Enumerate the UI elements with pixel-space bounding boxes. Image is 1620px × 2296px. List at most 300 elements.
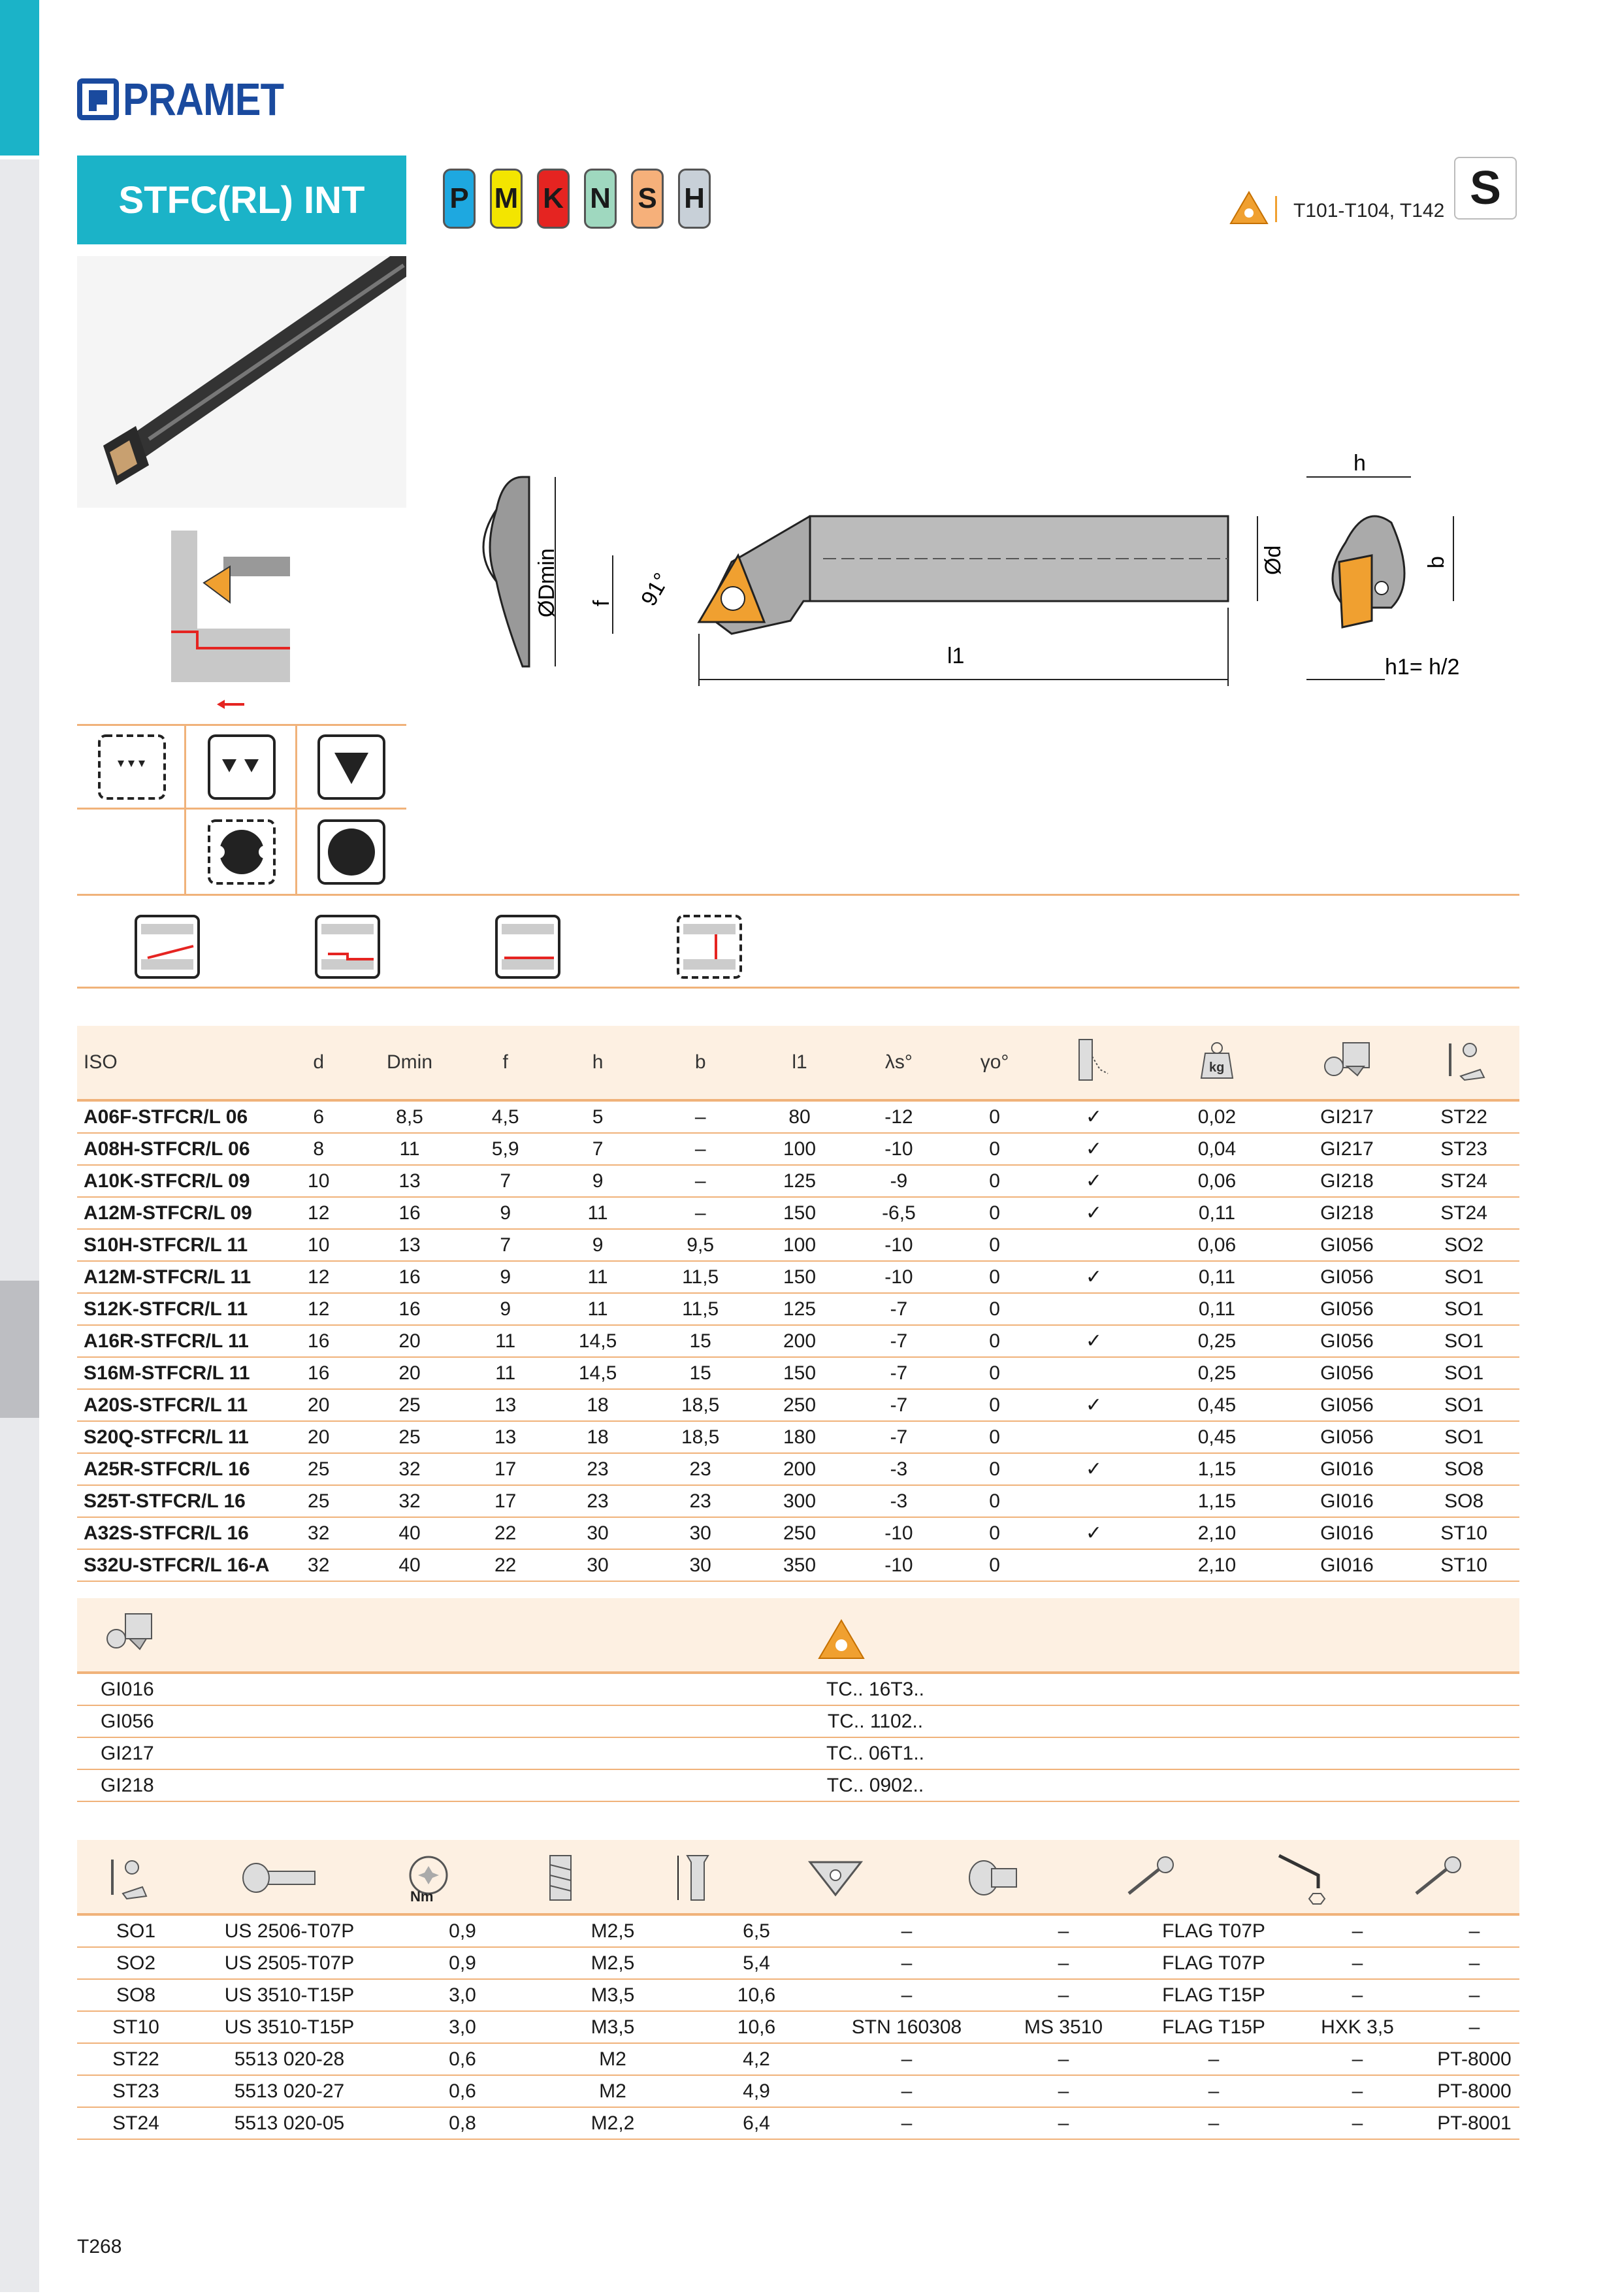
table-cell: 0	[950, 1517, 1039, 1549]
table-cell: GI218	[1286, 1165, 1409, 1197]
torx-key-icon	[1122, 1854, 1185, 1900]
insert-row	[77, 1769, 1519, 1801]
spare-cell: M2	[541, 2075, 685, 2107]
insert-designation: TC.. 06T1..	[231, 1737, 1519, 1769]
table-cell: -7	[847, 1389, 950, 1421]
table-cell: -3	[847, 1453, 950, 1485]
table-cell: SO8	[1408, 1485, 1519, 1517]
table-cell: 25	[282, 1453, 355, 1485]
table-cell: ST10	[1408, 1549, 1519, 1581]
insert-designation: TC.. 16T3..	[231, 1674, 1519, 1705]
table-cell: -7	[847, 1421, 950, 1453]
spare-cell: 3,0	[384, 1979, 541, 2011]
table-cell: 0	[950, 1197, 1039, 1229]
table-cell: 0,25	[1148, 1325, 1285, 1357]
table-cell: 0	[950, 1357, 1039, 1389]
table-row	[77, 1165, 1519, 1197]
spare-cell: US 3510-T15P	[195, 2011, 384, 2043]
table-row	[77, 1485, 1519, 1517]
table-cell: 32	[355, 1453, 464, 1485]
l1-label: l1	[947, 644, 965, 668]
spare-cell: ST22	[77, 2043, 195, 2075]
insert-row	[77, 1705, 1519, 1737]
col-header-h: h	[547, 1026, 649, 1100]
table-cell: 18,5	[649, 1389, 752, 1421]
section-tab	[0, 1687, 39, 1826]
medium-cut-icon	[208, 734, 276, 800]
table-cell: GI217	[1286, 1133, 1409, 1165]
spare-cell: PT-8000	[1429, 2043, 1519, 2075]
spare-cell: 5513 020-05	[195, 2107, 384, 2139]
iso-code-cell: S12K-STFCR/L 11	[77, 1293, 282, 1325]
spare-cell: M3,5	[541, 2011, 685, 2043]
table-cell: 0,45	[1148, 1421, 1285, 1453]
table-cell: SO1	[1408, 1421, 1519, 1453]
table-cell: 0,45	[1148, 1389, 1285, 1421]
b-label: b	[1424, 556, 1449, 568]
table-cell: ✓	[1039, 1453, 1149, 1485]
spare-cell: –	[1286, 1947, 1429, 1979]
spare-cell: US 2505-T07P	[195, 1947, 384, 1979]
spare-row	[77, 2011, 1519, 2043]
svg-text:kg: kg	[1208, 1060, 1225, 1075]
spare-row	[77, 2075, 1519, 2107]
col-header-d: d	[282, 1026, 355, 1100]
thread-icon	[541, 1852, 580, 1904]
spare-cell: –	[828, 2043, 985, 2075]
table-cell: 16	[355, 1197, 464, 1229]
torque-nm-icon	[401, 1852, 456, 1904]
spare-cell: M2,2	[541, 2107, 685, 2139]
table-cell: 0	[950, 1293, 1039, 1325]
table-cell: 20	[355, 1357, 464, 1389]
spare-cell: US 2506-T07P	[195, 1916, 384, 1947]
col-header-l1: l1	[752, 1026, 848, 1100]
spare-cell: –	[1142, 2075, 1286, 2107]
insert-shape-icon	[817, 1618, 866, 1661]
table-cell: 0	[950, 1389, 1039, 1421]
spare-parts-icon	[103, 1853, 149, 1901]
table-cell: 0	[950, 1100, 1039, 1133]
table-cell: 23	[649, 1485, 752, 1517]
table-cell	[1039, 1229, 1149, 1261]
table-cell: ✓	[1039, 1389, 1149, 1421]
boring-taper-icon	[135, 915, 200, 979]
table-cell: 0,04	[1148, 1133, 1285, 1165]
spare-cell: US 3510-T15P	[195, 1979, 384, 2011]
table-cell: 0,06	[1148, 1165, 1285, 1197]
divider	[184, 724, 186, 894]
table-cell: 0,06	[1148, 1229, 1285, 1261]
section-tab	[0, 2091, 39, 2296]
svg-text:Nm: Nm	[410, 1888, 434, 1904]
table-cell: ✓	[1039, 1197, 1149, 1229]
table-cell: GI056	[1286, 1357, 1409, 1389]
spare-cell: –	[828, 1979, 985, 2011]
table-cell: -10	[847, 1517, 950, 1549]
section-tab	[0, 1956, 39, 2095]
insert-table	[77, 1674, 1519, 1802]
table-cell: -9	[847, 1165, 950, 1197]
table-cell: 13	[464, 1389, 547, 1421]
table-cell: 80	[752, 1100, 848, 1133]
table-cell: ✓	[1039, 1325, 1149, 1357]
table-row	[77, 1261, 1519, 1293]
spare-cell: SO1	[77, 1916, 195, 1947]
section-color-tab	[0, 0, 39, 156]
section-tab	[0, 1006, 39, 1285]
spare-cell: 10,6	[685, 2011, 828, 2043]
table-cell: –	[649, 1165, 752, 1197]
iso-code-cell: A08H-STFCR/L 06	[77, 1133, 282, 1165]
spare-cell: –	[1429, 1916, 1519, 1947]
spare-cell: –	[1286, 1916, 1429, 1947]
spare-cell: 6,5	[685, 1916, 828, 1947]
spare-cell: 0,9	[384, 1947, 541, 1979]
spare-cell: 0,8	[384, 2107, 541, 2139]
pramet-logo-icon	[77, 78, 119, 120]
table-cell: 15	[649, 1325, 752, 1357]
table-cell: 0	[950, 1325, 1039, 1357]
table-cell	[1039, 1357, 1149, 1389]
setup-diagram	[171, 531, 290, 682]
table-cell: 11,5	[649, 1261, 752, 1293]
spares-table	[77, 1916, 1519, 2140]
table-cell: 22	[464, 1517, 547, 1549]
table-cell: –	[649, 1100, 752, 1133]
boring-face-icon	[677, 915, 742, 979]
table-cell: SO2	[1408, 1229, 1519, 1261]
table-cell: 250	[752, 1517, 848, 1549]
insert-holder-code: GI217	[77, 1737, 231, 1769]
table-cell: 150	[752, 1357, 848, 1389]
table-cell: 11	[355, 1133, 464, 1165]
material-badge-s: S	[631, 169, 664, 229]
boring-straight-icon	[495, 915, 560, 979]
table-cell: GI056	[1286, 1421, 1409, 1453]
table-cell: 7	[547, 1133, 649, 1165]
spare-cell: –	[828, 2075, 985, 2107]
table-cell: 11,5	[649, 1293, 752, 1325]
table-cell: 18,5	[649, 1421, 752, 1453]
page-number: T268	[77, 2236, 122, 2257]
spare-cell: 0,6	[384, 2043, 541, 2075]
iso-code-cell: S25T-STFCR/L 16	[77, 1485, 282, 1517]
table-cell: 9	[464, 1293, 547, 1325]
table-cell: 0	[950, 1133, 1039, 1165]
table-cell: 22	[464, 1549, 547, 1581]
table-cell: 9	[464, 1261, 547, 1293]
spare-cell: –	[1286, 2043, 1429, 2075]
insert-icon	[1321, 1040, 1373, 1079]
spare-cell: –	[1429, 1979, 1519, 2011]
spare-cell: 5513 020-28	[195, 2043, 384, 2075]
spare-row	[77, 2107, 1519, 2139]
spare-cell: –	[828, 1947, 985, 1979]
insert-row	[77, 1737, 1519, 1769]
table-cell: 0	[950, 1261, 1039, 1293]
spare-cell: –	[1429, 2011, 1519, 2043]
table-cell: 30	[649, 1549, 752, 1581]
table-cell: 20	[282, 1421, 355, 1453]
spare-cell: –	[1286, 2107, 1429, 2139]
iso-code-cell: A10K-STFCR/L 09	[77, 1165, 282, 1197]
table-cell: ST10	[1408, 1517, 1519, 1549]
section-tab	[0, 1822, 39, 1960]
section-tab	[0, 159, 39, 337]
insert-holder-code: GI056	[77, 1705, 231, 1737]
spare-cell: 5513 020-27	[195, 2075, 384, 2107]
table-cell: 16	[282, 1357, 355, 1389]
table-cell: ✓	[1039, 1100, 1149, 1133]
spare-cell: 4,9	[685, 2075, 828, 2107]
table-cell: ✓	[1039, 1165, 1149, 1197]
table-cell: 14,5	[547, 1325, 649, 1357]
reference-pages: T101-T104, T142	[1293, 200, 1445, 221]
table-cell: 25	[355, 1389, 464, 1421]
spare-row	[77, 1979, 1519, 2011]
table-cell: 200	[752, 1453, 848, 1485]
table-cell: ✓	[1039, 1133, 1149, 1165]
table-row	[77, 1229, 1519, 1261]
interrupted-cut-icon	[208, 819, 276, 885]
table-row	[77, 1453, 1519, 1485]
iso-code-cell: S10H-STFCR/L 11	[77, 1229, 282, 1261]
iso-code-cell: A12M-STFCR/L 09	[77, 1197, 282, 1229]
brand-logo	[77, 73, 312, 125]
table-cell: 11	[464, 1357, 547, 1389]
table-cell: 0,02	[1148, 1100, 1285, 1133]
table-cell: 10	[282, 1165, 355, 1197]
insert-icon	[103, 1610, 155, 1660]
iso-code-cell: A16R-STFCR/L 11	[77, 1325, 282, 1357]
section-tab	[0, 333, 39, 472]
table-cell: 1,15	[1148, 1453, 1285, 1485]
spare-parts-icon	[1441, 1037, 1487, 1083]
insert-row	[77, 1674, 1519, 1705]
table-cell: GI056	[1286, 1389, 1409, 1421]
key-icon	[1410, 1854, 1472, 1900]
iso-code-cell: S20Q-STFCR/L 11	[77, 1421, 282, 1453]
table-row	[77, 1325, 1519, 1357]
table-cell: 100	[752, 1133, 848, 1165]
table-cell: 1,15	[1148, 1485, 1285, 1517]
table-cell: 0	[950, 1549, 1039, 1581]
shim-screw-icon	[965, 1854, 1020, 1900]
table-cell: ✓	[1039, 1261, 1149, 1293]
table-cell: 150	[752, 1197, 848, 1229]
table-cell: 9	[547, 1229, 649, 1261]
table-cell: -7	[847, 1293, 950, 1325]
table-cell: ST24	[1408, 1197, 1519, 1229]
table-cell: 5,9	[464, 1133, 547, 1165]
table-cell: 4,5	[464, 1100, 547, 1133]
table-cell: 6	[282, 1100, 355, 1133]
dmin-label: ØDmin	[534, 548, 559, 617]
screw-length-icon	[672, 1852, 717, 1904]
table-cell: 11	[547, 1293, 649, 1325]
material-badge-p: P	[443, 169, 476, 229]
table-cell: 2,10	[1148, 1517, 1285, 1549]
iso-code-cell: A20S-STFCR/L 11	[77, 1389, 282, 1421]
table-cell: GI016	[1286, 1549, 1409, 1581]
table-cell: -6,5	[847, 1197, 950, 1229]
table-cell: 11	[547, 1261, 649, 1293]
table-cell	[1039, 1293, 1149, 1325]
spare-cell: 0,9	[384, 1916, 541, 1947]
insert-table-header	[77, 1598, 1519, 1674]
table-cell: -3	[847, 1485, 950, 1517]
section-tab	[0, 872, 39, 1010]
table-row	[77, 1389, 1519, 1421]
material-badge-h: H	[678, 169, 711, 229]
boring-step-icon	[315, 915, 380, 979]
table-cell: 10	[282, 1229, 355, 1261]
spare-cell: PT-8000	[1429, 2075, 1519, 2107]
brand-name: PRAMET	[123, 74, 284, 125]
table-cell: GI218	[1286, 1197, 1409, 1229]
table-cell: –	[649, 1133, 752, 1165]
table-cell	[1039, 1549, 1149, 1581]
table-row	[77, 1293, 1519, 1325]
table-row	[77, 1100, 1519, 1133]
table-cell: GI016	[1286, 1517, 1409, 1549]
table-cell: GI217	[1286, 1100, 1409, 1133]
spare-cell: –	[985, 2075, 1142, 2107]
section-tab	[0, 1418, 39, 1556]
spare-cell: –	[828, 1916, 985, 1947]
table-cell: 180	[752, 1421, 848, 1453]
table-cell: 200	[752, 1325, 848, 1357]
table-cell: 0,11	[1148, 1197, 1285, 1229]
table-cell: 8,5	[355, 1100, 464, 1133]
table-cell: 20	[282, 1389, 355, 1421]
feed-direction-arrow-icon	[217, 698, 246, 711]
spare-cell: –	[985, 1916, 1142, 1947]
spare-cell: –	[985, 2107, 1142, 2139]
spares-table-header	[77, 1840, 1519, 1916]
insert-warning-icon	[1228, 189, 1270, 226]
product-title: STFC(RL) INT	[77, 156, 406, 244]
spare-cell: 5,4	[685, 1947, 828, 1979]
table-cell: GI056	[1286, 1293, 1409, 1325]
spare-cell: FLAG T07P	[1142, 1916, 1286, 1947]
table-cell: 18	[547, 1421, 649, 1453]
spare-cell: –	[985, 2043, 1142, 2075]
table-cell: 16	[355, 1261, 464, 1293]
spare-cell: –	[1142, 2043, 1286, 2075]
table-cell: 16	[282, 1325, 355, 1357]
col-header-spares	[1408, 1026, 1519, 1100]
light-cut-icon	[98, 734, 166, 800]
table-cell: GI056	[1286, 1261, 1409, 1293]
spare-cell: –	[1142, 2107, 1286, 2139]
iso-code-cell: A06F-STFCR/L 06	[77, 1100, 282, 1133]
iso-code-cell: A12M-STFCR/L 11	[77, 1261, 282, 1293]
col-header-dmin: Dmin	[355, 1026, 464, 1100]
iso-code-cell: A25R-STFCR/L 16	[77, 1453, 282, 1485]
table-cell: 40	[355, 1517, 464, 1549]
spare-cell: –	[985, 1947, 1142, 1979]
table-cell: 40	[355, 1549, 464, 1581]
spare-cell: –	[985, 1979, 1142, 2011]
table-row	[77, 1133, 1519, 1165]
table-cell: ST22	[1408, 1100, 1519, 1133]
table-cell: 23	[547, 1453, 649, 1485]
spare-cell: PT-8001	[1429, 2107, 1519, 2139]
spare-row	[77, 1916, 1519, 1947]
section-tab	[0, 1552, 39, 1691]
table-cell: -7	[847, 1357, 950, 1389]
table-cell: 125	[752, 1293, 848, 1325]
section-tab	[0, 737, 39, 876]
h-label: h	[1353, 451, 1366, 476]
table-cell: GI056	[1286, 1325, 1409, 1357]
hex-key-icon	[1272, 1849, 1335, 1905]
continuous-cut-icon	[317, 819, 385, 885]
spare-row	[77, 1947, 1519, 1979]
table-cell: 25	[355, 1421, 464, 1453]
screw-icon	[240, 1860, 319, 1896]
table-cell: 13	[464, 1421, 547, 1453]
table-cell: 11	[547, 1197, 649, 1229]
col-header-iso: ISO	[77, 1026, 282, 1100]
divider	[77, 724, 406, 726]
spare-cell: M3,5	[541, 1979, 685, 2011]
table-cell: 30	[547, 1517, 649, 1549]
table-cell: -7	[847, 1325, 950, 1357]
system-letter-badge: S	[1454, 157, 1517, 220]
table-cell	[1039, 1421, 1149, 1453]
table-cell: 0	[950, 1229, 1039, 1261]
spare-cell: SO2	[77, 1947, 195, 1979]
table-cell: 15	[649, 1357, 752, 1389]
spare-cell: MS 3510	[985, 2011, 1142, 2043]
table-cell: 18	[547, 1389, 649, 1421]
table-cell: 0,11	[1148, 1261, 1285, 1293]
table-row	[77, 1549, 1519, 1581]
table-cell: ✓	[1039, 1517, 1149, 1549]
angle-label: 91°	[636, 568, 675, 610]
spare-cell: 3,0	[384, 2011, 541, 2043]
material-badge-m: M	[490, 169, 523, 229]
table-cell: 0	[950, 1485, 1039, 1517]
table-cell: 7	[464, 1229, 547, 1261]
table-cell: 23	[547, 1485, 649, 1517]
table-cell: 9,5	[649, 1229, 752, 1261]
table-cell: 0	[950, 1165, 1039, 1197]
table-cell: -10	[847, 1549, 950, 1581]
table-cell: GI016	[1286, 1453, 1409, 1485]
spare-cell: –	[1429, 1947, 1519, 1979]
table-cell: 12	[282, 1261, 355, 1293]
table-cell: ST24	[1408, 1165, 1519, 1197]
table-cell: -10	[847, 1261, 950, 1293]
divider	[295, 724, 297, 894]
spare-row	[77, 2043, 1519, 2075]
table-cell: 13	[355, 1165, 464, 1197]
divider	[1275, 196, 1277, 222]
table-cell: 25	[282, 1485, 355, 1517]
divider	[77, 894, 1519, 896]
table-cell: SO1	[1408, 1293, 1519, 1325]
technical-drawing	[457, 451, 1502, 699]
table-cell: ST23	[1408, 1133, 1519, 1165]
coolant-icon	[1074, 1037, 1113, 1083]
spare-cell: ST23	[77, 2075, 195, 2107]
col-header-f: f	[464, 1026, 547, 1100]
spare-cell: –	[1286, 2075, 1429, 2107]
